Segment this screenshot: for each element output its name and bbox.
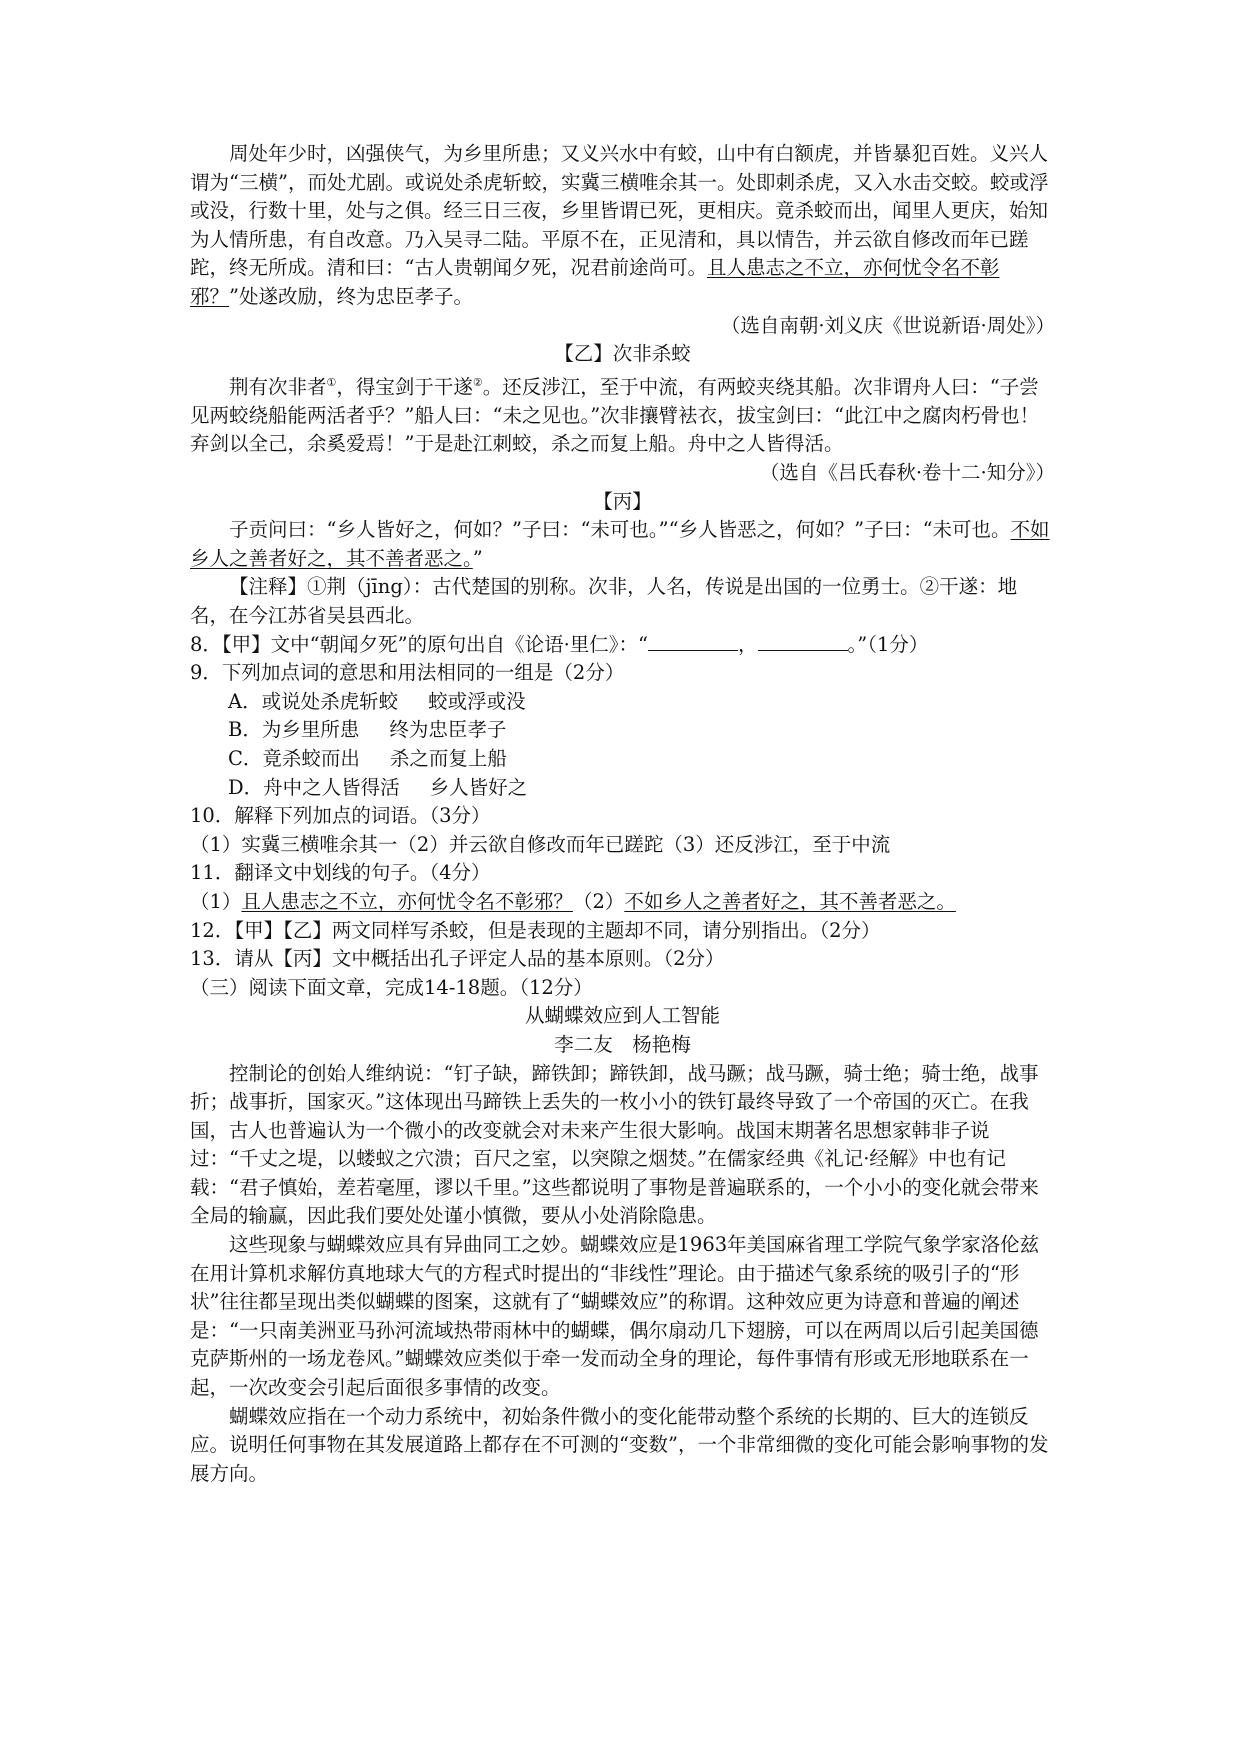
question-11-sentence-1: 且人患志之不立，亦何忧令名不彰邪？ (241, 889, 573, 913)
passage-bing-title: 【丙】 (593, 489, 652, 513)
question-9-option-b (190, 716, 1055, 745)
footnote-ref-2: ② (472, 375, 483, 389)
option-d-left: D．舟中之人皆得活 (228, 775, 400, 799)
passage-yi-source: （选自《吕氏春秋·卷十二·知分》） (759, 461, 1055, 485)
question-8-text: 8．【甲】文中“朝闻夕死”的原句出自《论语·里仁》：“ (190, 632, 649, 656)
article-paragraph-2: 这些现象与蝴蝶效应具有异曲同工之妙。蝴蝶效应是1963年美国麻省理工学院气象学家洛伦兹在用计算机求解仿真地球大气的方程式时提出的“非线性”理论。由于描述气象系统的吸引子的“形状”往往都呈现出类似蝴蝶的图案，这就有了“蝴蝶效应”的称谓。这种效应更为诗意和普遍的阐述是：“一只南美洲亚马孙河流域热带雨林中的蝴蝶，偶尔扇动几下翅膀，可以在两周以后引起美国德克萨斯州的一场龙卷风。”蝴蝶效应类似于牵一发而动全身的理论，每件事情有形或无形地联系在一起，一次改变会引起后面很多事情的改变。 (190, 1233, 1040, 1400)
option-b-left: B．为乡里所患 (228, 718, 360, 742)
article-paragraph-3: 蝴蝶效应指在一个动力系统中，初始条件微小的变化能带动整个系统的长期的、巨大的连锁反应。说明任何事物在其发展道路上都存在不可测的“变数”，一个非常细微的变化可能会影响事物的发展方向。 (190, 1404, 1049, 1485)
question-8-end: 。”（1分） (847, 632, 929, 656)
question-13: 13．请从【丙】文中概括出孔子评定人品的基本原则。（2分） (190, 947, 725, 971)
answer-blank-2[interactable] (758, 632, 848, 651)
option-c-left: C．竟杀蛟而出 (228, 746, 360, 770)
question-11-label-1: （1） (190, 889, 242, 913)
question-11: 11．翻译文中划线的句子。（4分） (190, 861, 491, 885)
question-11-label-2: （2） (572, 889, 625, 913)
option-a-left: A．或说处杀虎斩蛟 (228, 689, 399, 713)
passage-bing-underlined: 不如乡人之善者好之，其不善者恶之。 (190, 518, 1050, 570)
document-page (190, 140, 1055, 1488)
article-authors: 李二友 杨艳梅 (554, 1032, 691, 1056)
section-3-heading: （三）阅读下面文章，完成14-18题。（12分） (190, 975, 593, 999)
question-8-separator: ， (738, 632, 758, 656)
annotation-text: ①荆（jīng）：古代楚国的别称。次非，人名，传说是出国的一位勇士。②干遂：地名，在今江苏省吴县西北。 (190, 575, 1018, 627)
question-11-sentence-2: 不如乡人之善者好之，其不善者恶之。 (624, 889, 956, 913)
passage-yi-text-a: 荆有次非者 (229, 375, 327, 399)
passage-bing (190, 516, 1055, 573)
passage-jia-text: 周处年少时，凶强侠气，为乡里所患；又义兴水中有蛟，山中有白额虎，并皆暴犯百姓。义兴人谓为“三横”，而处尤剧。或说处杀虎斩蛟，实冀三横唯余其一。处即刺杀虎，又入水击交蛟。蛟或浮或没，行数十里，处与之俱。经三日三夜，乡里皆谓已死，更相庆。竟杀蛟而出，闻里人更庆，始知为人情所患，有自改意。乃入吴寻二陆。平原不在，正见清和，具以情告，并云欲自修改而年已蹉跎，终无所成。清和曰：“古人贵朝闻夕死，况君前途尚可。 (190, 142, 1049, 280)
passage-bing-text: 子贡问曰：“乡人皆好之，何如？”子曰：“未可也。”“乡人皆恶之，何如？”子曰：“未可也。 (229, 518, 1011, 542)
option-a-right: 蛟或浮或没 (428, 689, 526, 713)
option-b-right: 终为忠臣孝子 (389, 718, 507, 742)
annotation (190, 573, 1055, 630)
footnote-ref-1: ① (326, 375, 337, 389)
passage-jia-underlined: 且人患志之不立，亦何忧令名不彰邪？ (190, 256, 1000, 308)
question-9: 9．下列加点词的意思和用法相同的一组是（2分） (190, 661, 625, 685)
passage-bing-end: ” (472, 546, 483, 570)
passage-yi-text-b: ，得宝剑于干遂 (336, 375, 473, 399)
passage-jia (190, 140, 1055, 312)
question-10: 10．解释下列加点的词语。（3分） (190, 804, 491, 828)
question-11-items (190, 888, 1055, 917)
question-12: 12．【甲】【乙】两文同样写杀蛟，但是表现的主题却不同，请分别指出。（2分） (190, 918, 881, 942)
passage-yi (190, 369, 1055, 459)
annotation-label: 【注释】 (229, 575, 308, 599)
question-10-items: （1）实冀三横唯余其一（2）并云欲自修改而年已蹉跎（3）还反涉江，至于中流 (190, 832, 891, 856)
passage-jia-source: （选自南朝·刘义庆《世说新语·周处》） (720, 313, 1055, 337)
article-paragraph-1: 控制论的创始人维纳说：“钉子缺，蹄铁卸；蹄铁卸，战马蹶；战马蹶，骑士绝；骑士绝，战事折；战事折，国家灭。”这体现出马蹄铁上丢失的一枚小小的铁钉最终导致了一个帝国的灭亡。在我国，古人也普遍认为一个微小的改变就会对未来产生很大影响。战国末期著名思想家韩非子说过：“千丈之堤，以蝼蚁之穴溃；百尺之室，以突隙之烟焚。”在儒家经典《礼记·经解》中也有记载：“君子慎始，差若毫厘，谬以千里。”这些都说明了事物是普遍联系的，一个小小的变化就会带来全局的输赢，因此我们要处处谨小慎微，要从小处消除隐患。 (190, 1061, 1039, 1228)
option-d-right: 乡人皆好之 (429, 775, 528, 799)
answer-blank-1[interactable] (648, 632, 738, 651)
option-c-right: 杀之而复上船 (389, 746, 507, 770)
passage-yi-text-c: 。还反涉江，至于中流，有两蛟夹绕其船。次非谓舟人曰：“子尝见两蛟绕船能两活者乎？”船人曰：“未之见也。”次非攘臂袪衣，拔宝剑曰：“此江中之腐肉朽骨也！弃剑以全己，余奚爱焉！”于是赴江刺蛟，杀之而复上船。舟中之人皆得活。 (190, 375, 1040, 456)
passage-jia-end: ”处遂改励，终为忠臣孝子。 (229, 284, 473, 308)
question-9-option-c (190, 745, 1055, 774)
question-9-option-d (190, 774, 1055, 803)
article-title: 从蝴蝶效应到人工智能 (524, 1004, 720, 1028)
question-9-option-a (190, 688, 1055, 717)
passage-yi-title: 【乙】次非杀蛟 (554, 342, 691, 366)
question-8 (190, 631, 1055, 660)
